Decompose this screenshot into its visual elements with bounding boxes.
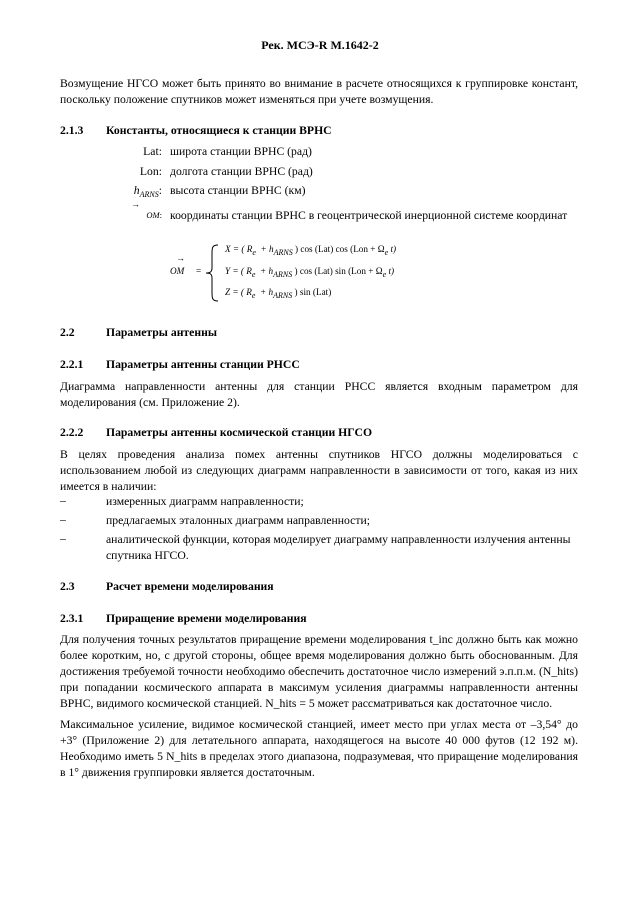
bullet-text: аналитической функции, которая моделирует диаграмму направленности излучения антенны спутника НГСО.	[106, 533, 571, 562]
def-lat-text: широта станции ВРНС (рад)	[170, 145, 312, 158]
paragraph-2-3-2: Максимальное усиление, видимое космической станцией, имеет место при углах места от –3,54° до +3° (Приложение 2) для летательного аппарата, находящегося на высоте 40 000 футов (12 192 м). Необходимо иметь 5 N_hits в пределах этого диапазона, подразумевая, что приращение моделирования в 1° движения группировки является достаточным.	[60, 718, 578, 779]
section-2-2-1-number: 2.2.1	[60, 358, 84, 371]
formula-z-rest: ) sin (Lat)	[294, 287, 332, 297]
formula-z-plus-h: + h	[260, 287, 274, 297]
page-header: Рек. МСЭ-R M.1642-2	[261, 38, 379, 52]
om-arrow-icon: →	[131, 199, 140, 209]
def-h-colon: :	[158, 184, 162, 197]
def-h-symbol: h	[133, 184, 140, 197]
def-h-text: высота станции ВРНС (км)	[170, 184, 306, 197]
formula-y-row	[225, 266, 394, 279]
formula-x-start: X = ( R	[225, 244, 253, 254]
formula-arrow-icon: →	[176, 253, 185, 263]
bullet-text: предлагаемых эталонных диаграмм направленности;	[106, 514, 370, 527]
section-2-1-3-title: Константы, относящиеся к станции ВРНС	[106, 124, 332, 137]
paragraph-2-2-1: Диаграмма направленности антенны для станции РНСС является входным параметром для моделирования (см. Приложение 2).	[60, 380, 578, 409]
formula-z-start: Z = ( R	[225, 287, 252, 297]
intro-paragraph: Возмущение НГСО может быть принято во внимание в расчете относящихся к группировке констант, поскольку положение спутников может изменяться при учете возмущения.	[60, 77, 578, 106]
paragraph-2-2-2: В целях проведения анализа помех антенны спутников НГСО должны моделироваться с использованием любой из следующих диаграмм направленности в зависимости от того, какая из них имеется в наличии:	[60, 448, 578, 493]
formula-y-rest: ) cos (Lat) sin (Lon + Ω	[294, 266, 383, 276]
formula-z-sub-e: e	[251, 291, 256, 300]
formula-z-sub-arns: ARNS	[273, 291, 293, 300]
formula-x-rest: ) cos (Lat) cos (Lon + Ω	[295, 244, 385, 254]
section-2-2-1-title: Параметры антенны станции РНСС	[106, 358, 300, 371]
bullet-text: измеренных диаграмм направленности;	[106, 495, 304, 508]
def-h-label	[124, 184, 162, 199]
bullet-dash: –	[60, 494, 66, 507]
formula-y-sub-arns: ARNS	[273, 270, 293, 279]
section-2-2-2-title: Параметры антенны космической станции НГСО	[106, 426, 373, 439]
def-lon-text: долгота станции ВРНС (рад)	[170, 165, 313, 178]
formula-brace-icon	[205, 244, 221, 302]
formula-y-sub-e: e	[251, 270, 256, 279]
section-2-3-1-number: 2.3.1	[60, 612, 84, 625]
section-2-3-number: 2.3	[60, 580, 75, 593]
bullet-dash: –	[60, 513, 66, 526]
formula-x-sub-arns: ARNS	[273, 248, 293, 257]
formula-y-start: Y = ( R	[225, 266, 252, 276]
def-om-label	[126, 210, 162, 220]
section-2-2-2-number: 2.2.2	[60, 426, 84, 439]
section-2-3-title: Расчет времени моделирования	[106, 580, 274, 593]
bullet-dash: –	[60, 532, 66, 545]
section-2-1-3-number: 2.1.3	[60, 124, 84, 137]
section-2-3-1-title: Приращение времени моделирования	[106, 612, 307, 625]
def-om-text: координаты станции ВРНС в геоцентрической инерционной системе координат	[170, 209, 568, 222]
formula-lhs: OM	[170, 266, 185, 276]
paragraph-2-3-1: Для получения точных результатов приращение времени моделирования t_inc должно быть как можно более коротким, но, с другой стороны, общее время моделирования должно быть обоснованным. Для достижения требуемой точности необходимо обеспечить достаточное число измерений э.п.п.м. (N_hits) при попадании космического аппарата в максимум усиления диаграммы направленности антенны ВРНС, видимого космической станцией. N_hits = 5 может рассматриваться как достаточное число.	[60, 633, 578, 710]
def-lon-label: Lon:	[139, 165, 162, 178]
formula-x-plus-h: + h	[260, 244, 274, 254]
section-2-2-number: 2.2	[60, 326, 75, 339]
formula-equals: =	[196, 266, 202, 276]
formula-y-time: t)	[388, 266, 395, 276]
def-lat-label: Lat:	[143, 145, 162, 158]
formula-y-plus-h: + h	[260, 266, 274, 276]
formula-y-sub-e2: e	[382, 270, 387, 279]
section-2-2-title: Параметры антенны	[106, 326, 217, 339]
formula-x-row	[225, 244, 396, 257]
formula-x-sub-e2: e	[384, 248, 389, 257]
def-om-symbol: OM	[146, 210, 160, 220]
def-h-subscript: ARNS	[139, 190, 159, 199]
formula-z-row	[225, 287, 331, 300]
formula-x-time: t)	[390, 244, 397, 254]
def-om-colon: :	[159, 210, 162, 220]
formula-x-sub-e: e	[252, 248, 256, 257]
